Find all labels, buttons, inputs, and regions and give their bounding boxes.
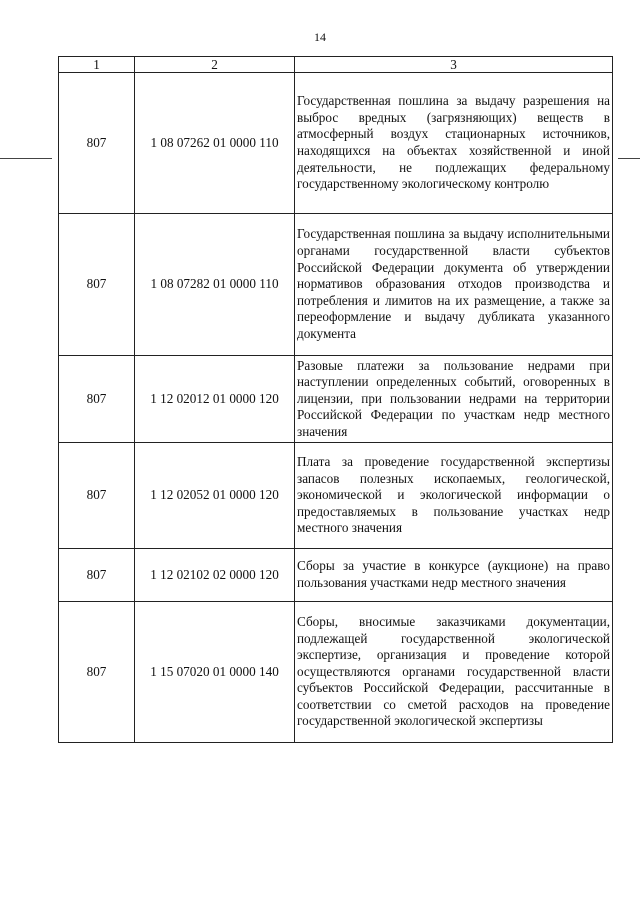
revenue-code-cell: 1 12 02052 01 0000 120	[135, 443, 295, 549]
table-header-row	[59, 57, 613, 73]
administrator-code-cell: 807	[59, 73, 135, 214]
revenue-codes-table	[58, 56, 613, 743]
revenue-description-cell: Сборы, вносимые заказчиками документации, подлежащей государственной экологической экспертизе, организация и проведение которой осуществляются органами государственной власти субъектов Российской Федерации, рассчитанные в соответствии со сметой расходов на проведение государственной экологической экспертизы	[295, 602, 613, 743]
revenue-code-cell: 1 15 07020 01 0000 140	[135, 602, 295, 743]
left-margin-mark	[0, 158, 52, 159]
header-cell: 3	[295, 57, 613, 73]
header-cell: 1	[59, 57, 135, 73]
administrator-code-cell: 807	[59, 602, 135, 743]
table-row	[59, 356, 613, 443]
revenue-code-cell: 1 12 02102 02 0000 120	[135, 549, 295, 602]
administrator-code-cell: 807	[59, 356, 135, 443]
revenue-description-cell: Плата за проведение государственной экспертизы запасов полезных ископаемых, геологической, экономической и экологической информации о предоставляемых в пользование участках недр местного значения	[295, 443, 613, 549]
table-row	[59, 443, 613, 549]
table-row	[59, 73, 613, 214]
revenue-code-cell: 1 08 07282 01 0000 110	[135, 214, 295, 356]
administrator-code-cell: 807	[59, 214, 135, 356]
revenue-code-cell: 1 08 07262 01 0000 110	[135, 73, 295, 214]
revenue-code-cell: 1 12 02012 01 0000 120	[135, 356, 295, 443]
revenue-description-cell: Государственная пошлина за выдачу исполнительными органами государственной власти субъектов Российской Федерации документа об утверждении нормативов образования отходов производства и потребления и лимитов на их размещение, а также за переоформление и выдачу дубликата указанного документа	[295, 214, 613, 356]
table-row	[59, 602, 613, 743]
table-row	[59, 214, 613, 356]
revenue-description-cell: Сборы за участие в конкурсе (аукционе) на право пользования участками недр местного значения	[295, 549, 613, 602]
header-cell: 2	[135, 57, 295, 73]
right-margin-mark	[618, 158, 640, 159]
revenue-description-cell: Государственная пошлина за выдачу разрешения на выброс вредных (загрязняющих) веществ в атмосферный воздух стационарных источников, находящихся на объектах хозяйственной и иной деятельности, не подлежащих федеральному государственному экологическому контролю	[295, 73, 613, 214]
table-row	[59, 549, 613, 602]
page-number: 14	[314, 30, 326, 44]
revenue-description-cell: Разовые платежи за пользование недрами при наступлении определенных событий, оговоренных в лицензии, при пользовании недрами на территории Российской Федерации по участкам недр местного значения	[295, 356, 613, 443]
administrator-code-cell: 807	[59, 549, 135, 602]
administrator-code-cell: 807	[59, 443, 135, 549]
